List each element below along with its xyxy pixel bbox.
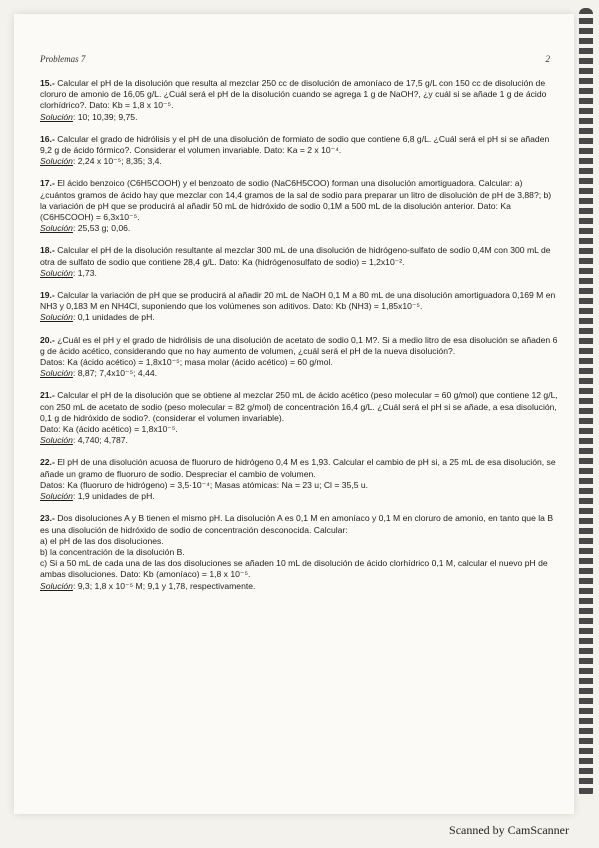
solution-value: : 8,87; 7,4x10⁻⁵; 4,44. xyxy=(72,368,158,379)
solution-label: Solución xyxy=(40,580,73,591)
problem-text: ¿Cuál es el pH y el grado de hidrólisis de una disolución de acetato de sodio 0,1 M?. Si a medio litro de esa disolución se añaden 6 g de ácido acético, considerando que no hay aumento de volumen, ¿cuál será el pH de la nueva disolución?. Datos: Ka (ácido acético) = 1,8x10⁻⁵; masa molar (ácido acético) = 60 g/mol. xyxy=(40,334,558,368)
solution-value: : 0,1 unidades de pH. xyxy=(72,312,155,323)
problem-number: 20.- xyxy=(40,334,55,345)
notebook-spiral xyxy=(579,8,593,798)
solution-line xyxy=(40,581,560,592)
problem-text: Calcular el grado de hidrólisis y el pH de una disolución de formiato de sodio que contiene 6,8 g/L. ¿Cuál será el pH si se añaden 9,2 g de ácido fórmico?. Considerar el volumen invariable. Dato: Ka = 2 x 10⁻⁴. xyxy=(40,133,550,156)
solution-label: Solución xyxy=(40,223,73,234)
problem-15 xyxy=(40,78,560,123)
solution-label: Solución xyxy=(40,156,73,167)
problem-number: 21.- xyxy=(40,390,55,401)
problem-number: 19.- xyxy=(40,290,55,301)
solution-line xyxy=(40,435,560,446)
solution-line xyxy=(40,491,560,502)
page-number: 2 xyxy=(545,54,550,64)
solution-value: : 9,3; 1,8 x 10⁻⁵ M; 9,1 y 1,78, respectivamente. xyxy=(72,580,256,591)
scanner-watermark: Scanned by CamScanner xyxy=(449,823,569,837)
solution-line xyxy=(40,368,560,379)
problem-number: 16.- xyxy=(40,133,55,144)
solution-value: : 1,73. xyxy=(72,267,97,278)
problem-16 xyxy=(40,134,560,168)
problem-23 xyxy=(40,513,560,591)
problem-text: Calcular el pH de la disolución que resulta al mezclar 250 cc de disolución de amoníaco de 17,5 g/L con 150 cc de disolución de cloruro de amonio de 16,05 g/L. ¿Cuál será el pH de la disolución cuando se agrega 1 g de NaOH?, ¿y cuál si se añade 1 g de ácido clorhídrico?. Dato: Kb = 1,8 x 10⁻⁵. xyxy=(40,78,547,111)
problem-text: Calcular la variación de pH que se producirá al añadir 20 mL de NaOH 0,1 M a 80 mL de una disolución amortiguadora 0,169 M en NH3 y 0,183 M en NH4Cl, suponiendo que los volúmenes son aditivos. Dato: Kb (NH3) = 1,85x10⁻⁵. xyxy=(40,290,556,312)
problem-text: El pH de una disolución acuosa de fluoruro de hidrógeno 0,4 M es 1,93. Calcular el cambio de pH si, a 25 mL de esa disolución, se añade un gramo de fluoruro de sodio. Despreciar el cambio de volumen. Datos: Ka (fluoruro de hidrógeno) = 3,5·10⁻⁴; Masas atómicas: Na = 23 u; Cl = 35,5 u. xyxy=(40,457,556,490)
problem-text: Calcular el pH de la disolución resultante al mezclar 300 mL de una disolución de hidrógeno-sulfato de sodio 0,4M con 300 mL de otra de sulfato de sodio que contiene 28,4 g/L. Dato: Ka (hidrógenosulfato de sodio) = 1,2x10⁻². xyxy=(40,245,551,267)
solution-line xyxy=(40,223,560,234)
problem-number: 17.- xyxy=(40,178,55,189)
solution-value: : 25,53 g; 0,06. xyxy=(72,223,131,234)
problem-text: Dos disoluciones A y B tienen el mismo pH. La disolución A es 0,1 M en amoníaco y 0,1 M en cloruro de amonio, en tanto que la B es una disolución de hidróxido de sodio de concentración desconocida. Calcular: a) el pH de las dos disoluciones. b) la concentración de la disolución B. c) Si a 50 mL de cada una de las dos disoluciones se añaden 10 mL de disolución de ácido clorhídrico 0,1 M, calcular el nuevo pH de ambas disoluciones. Dato: Kb (amoníaco) = 1,8 x 10⁻⁵. xyxy=(40,513,554,580)
problem-text: Calcular el pH de la disolución que se obtiene al mezclar 250 mL de ácido acético (peso molecular = 60 g/mol) que contiene 12 g/L, con 250 mL de acetato de sodio (peso molecular = 82 g/mol) de concentración 16,4 g/L. ¿Cuál será el pH si se añade, a esa disolución, 0,1 g de hidróxido de sodio?. (considerar el volumen invariable). Dato: Ka (ácido acético) = 1,8x10⁻⁵. xyxy=(40,390,558,435)
solution-label: Solución xyxy=(40,368,73,379)
solution-line xyxy=(40,268,560,279)
solution-value: : 2,24 x 10⁻⁵; 8,35; 3,4. xyxy=(72,156,162,167)
solution-value: : 1,9 unidades de pH. xyxy=(72,491,155,502)
solution-label: Solución xyxy=(40,111,73,122)
solution-value: : 10; 10,39; 9,75. xyxy=(72,111,138,122)
header-title: Problemas 7 xyxy=(40,54,86,64)
solution-label: Solución xyxy=(40,267,73,278)
problem-number: 22.- xyxy=(40,457,55,468)
problem-21 xyxy=(40,390,560,446)
page-header xyxy=(40,54,550,64)
problem-18 xyxy=(40,245,560,279)
problem-20 xyxy=(40,335,560,380)
solution-label: Solución xyxy=(40,435,73,446)
problem-19 xyxy=(40,290,560,324)
problem-number: 23.- xyxy=(40,513,55,524)
problem-list xyxy=(40,78,560,603)
problem-17 xyxy=(40,178,560,234)
solution-line xyxy=(40,112,560,123)
problem-number: 15.- xyxy=(40,78,55,88)
solution-line xyxy=(40,156,560,167)
solution-value: : 4,740; 4,787. xyxy=(72,435,128,446)
problem-text: El ácido benzoico (C6H5COOH) y el benzoato de sodio (NaC6H5COO) forman una disolución amortiguadora. Calcular: a) ¿cuántos gramos de ácido hay que mezclar con 14,4 gramos de la sal de sodio para preparar un litro de disolución de pH de 3,88?; b) la variación de pH que se producirá al añadir 50 mL de hidróxido de sodio 0,1M a 500 mL de la disolución anterior. Dato: Ka (C6H5COOH) = 6,3x10⁻⁵. xyxy=(40,178,552,223)
problem-22 xyxy=(40,457,560,502)
solution-line xyxy=(40,312,560,323)
solution-label: Solución xyxy=(40,491,73,502)
solution-label: Solución xyxy=(40,312,73,323)
problem-number: 18.- xyxy=(40,245,55,256)
